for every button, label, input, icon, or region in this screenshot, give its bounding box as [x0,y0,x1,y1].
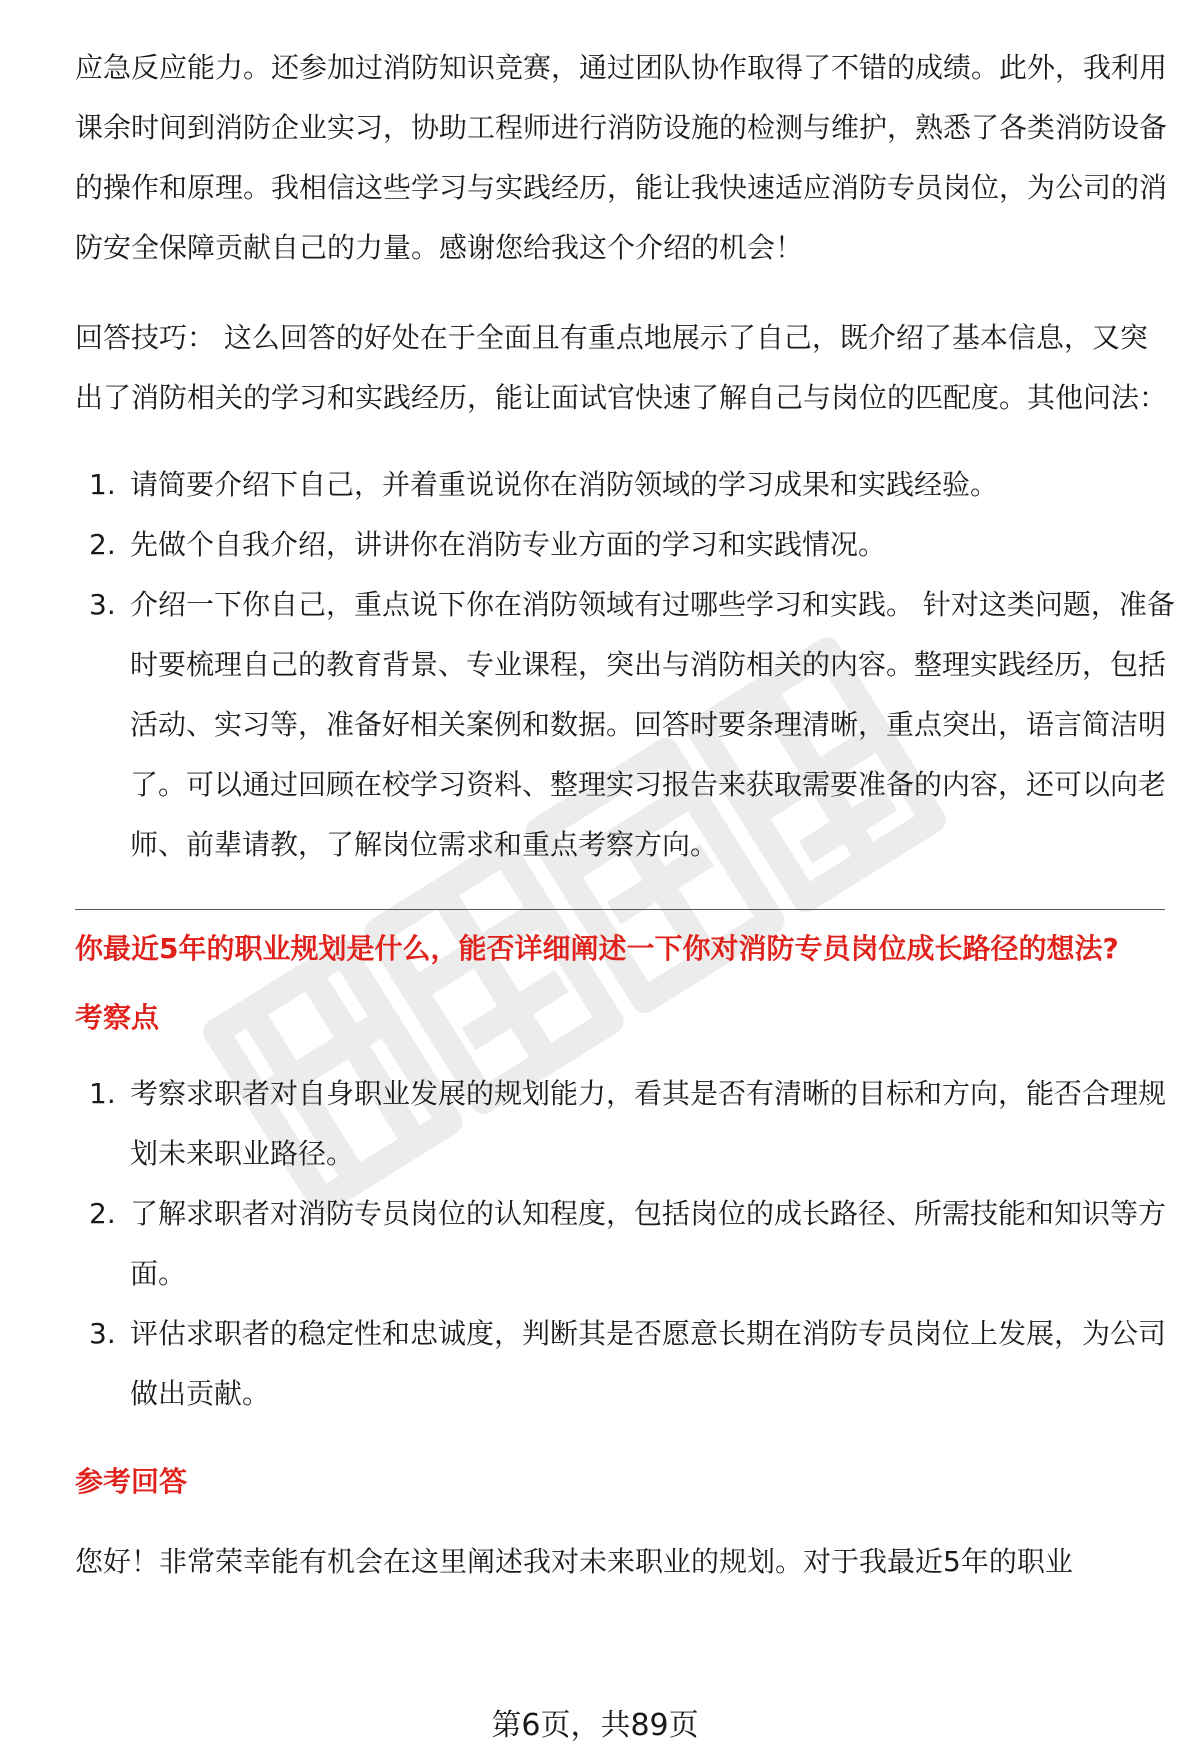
list-item-text: 请简要介绍下自己，并着重说说你在消防领域的学习成果和实践经验。 [130,468,999,501]
list-item [75,1064,1180,1184]
reference-answer-paragraph: 您好！非常荣幸能有机会在这里阐述我对未来职业的规划。对于我最近5年的职业 [75,1545,1073,1578]
list-number: 3. [89,1317,116,1350]
list-number: 2. [89,1197,116,1230]
alternate-questions-list [75,455,1175,875]
body-paragraph: 应急反应能力。还参加过消防知识竞赛，通过团队协作取得了不错的成绩。此外，我利用课余时间到消防企业实习，协助工程师进行消防设施的检测与维护，熟悉了各类消防设备的操作和原理。我相信这些学习与实践经历，能让我快速适应消防专员岗位，为公司的消防安全保障贡献自己的力量。感谢您给我这个介绍的机会！ [75,51,1168,264]
list-item-text: 考察求职者对自身职业发展的规划能力，看其是否有清晰的目标和方向，能否合理规划未来职业路径。 [130,1077,1167,1170]
list-number: 3. [89,588,116,621]
list-item [75,455,1180,515]
section-heading-assessment: 考察点 [75,1001,160,1034]
page-content [75,38,1175,1592]
list-item-text: 介绍一下你自己，重点说下你在消防领域有过哪些学习和实践。 针对这类问题，准备时要梳理自己的教育背景、专业课程，突出与消防相关的内容。整理实践经历，包括活动、实习等，准备好相关案例和数据。回答时要条理清晰，重点突出，语言简洁明了。可以通过回顾在校学习资料、整理实习报告来获取需要准备的内容，还可以向老师、前辈请教，了解岗位需求和重点考察方向。 [130,588,1175,861]
list-item [75,515,1180,575]
list-item [75,1184,1180,1304]
list-item-text: 了解求职者对消防专员岗位的认知程度，包括岗位的成长路径、所需技能和知识等方面。 [130,1197,1167,1290]
assessment-points-list [75,1064,1175,1424]
section-heading-reference-answer: 参考回答 [75,1465,188,1498]
question-title: 你最近5年的职业规划是什么，能否详细阐述一下你对消防专员岗位成长路径的想法? [75,932,1119,965]
page-number: 第6页，共89页 [491,1708,699,1743]
list-number: 1. [89,1077,116,1110]
list-item-text: 先做个自我介绍，讲讲你在消防专业方面的学习和实践情况。 [130,528,887,561]
section-divider [75,909,1165,910]
answer-tips-paragraph: 回答技巧： 这么回答的好处在于全面且有重点地展示了自己，既介绍了基本信息，又突出了消防相关的学习和实践经历，能让面试官快速了解自己与岗位的匹配度。其他问法： [75,321,1168,414]
list-item [75,575,1180,875]
list-number: 1. [89,468,116,501]
list-item-text: 评估求职者的稳定性和忠诚度，判断其是否愿意长期在消防专员岗位上发展，为公司做出贡献。 [130,1317,1167,1410]
list-item [75,1304,1180,1424]
list-number: 2. [89,528,116,561]
